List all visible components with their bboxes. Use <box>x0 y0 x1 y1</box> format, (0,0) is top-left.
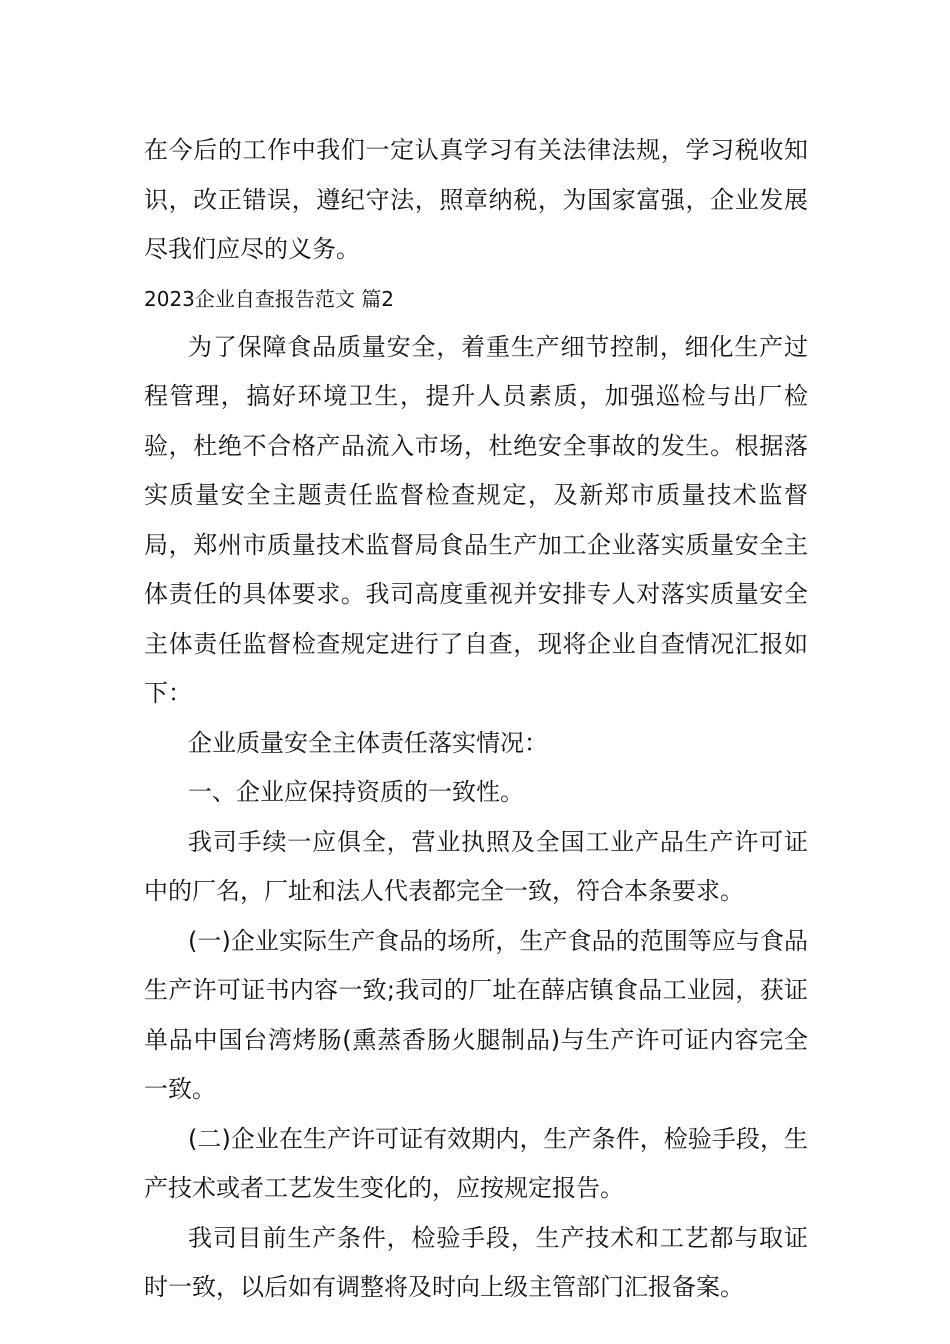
continuation-paragraph: 在今后的工作中我们一定认真学习有关法律法规，学习税收知识，改正错误，遵纪守法，照章纳税，为国家富强，企业发展尽我们应尽的义务。 <box>144 136 808 263</box>
sub-item-one-paragraph: (一)企业实际生产食品的场所，生产食品的范围等应与食品生产许可证书内容一致;我司的厂址在薛店镇食品工业园，获证单品中国台湾烤肠(熏蒸香肠火腿制品)与生产许可证内容完全一致。 <box>144 926 808 1103</box>
current-status-paragraph: 我司目前生产条件，检验手段，生产技术和工艺都与取证时一致，以后如有调整将及时向上级主管部门汇报备案。 <box>144 1223 808 1301</box>
intro-paragraph: 为了保障食品质量安全，着重生产细节控制，细化生产过程管理，搞好环境卫生，提升人员素质，加强巡检与出厂检验，杜绝不合格产品流入市场，杜绝安全事故的发生。根据落实质量安全主题责任监督检查规定，及新郑市质量技术监督局，郑州市质量技术监督局食品生产加工企业落实质量安全主体责任的具体要求。我司高度重视并安排专人对落实质量安全主体责任监督检查规定进行了自查，现将企业自查情况汇报如下： <box>144 332 808 707</box>
sub-item-two-paragraph: (二)企业在生产许可证有效期内，生产条件，检验手段，生产技术或者工艺发生变化的，应按规定报告。 <box>144 1124 808 1202</box>
license-paragraph: 我司手续一应俱全，营业执照及全国工业产品生产许可证中的厂名，厂址和法人代表都完全一致，符合本条要求。 <box>144 827 808 905</box>
item-one-heading: 一、企业应保持资质的一致性。 <box>188 778 524 806</box>
document-body <box>144 126 808 1313</box>
section-title: 2023企业自查报告范文 篇2 <box>144 286 394 311</box>
responsibility-heading: 企业质量安全主体责任落实情况： <box>188 728 548 757</box>
